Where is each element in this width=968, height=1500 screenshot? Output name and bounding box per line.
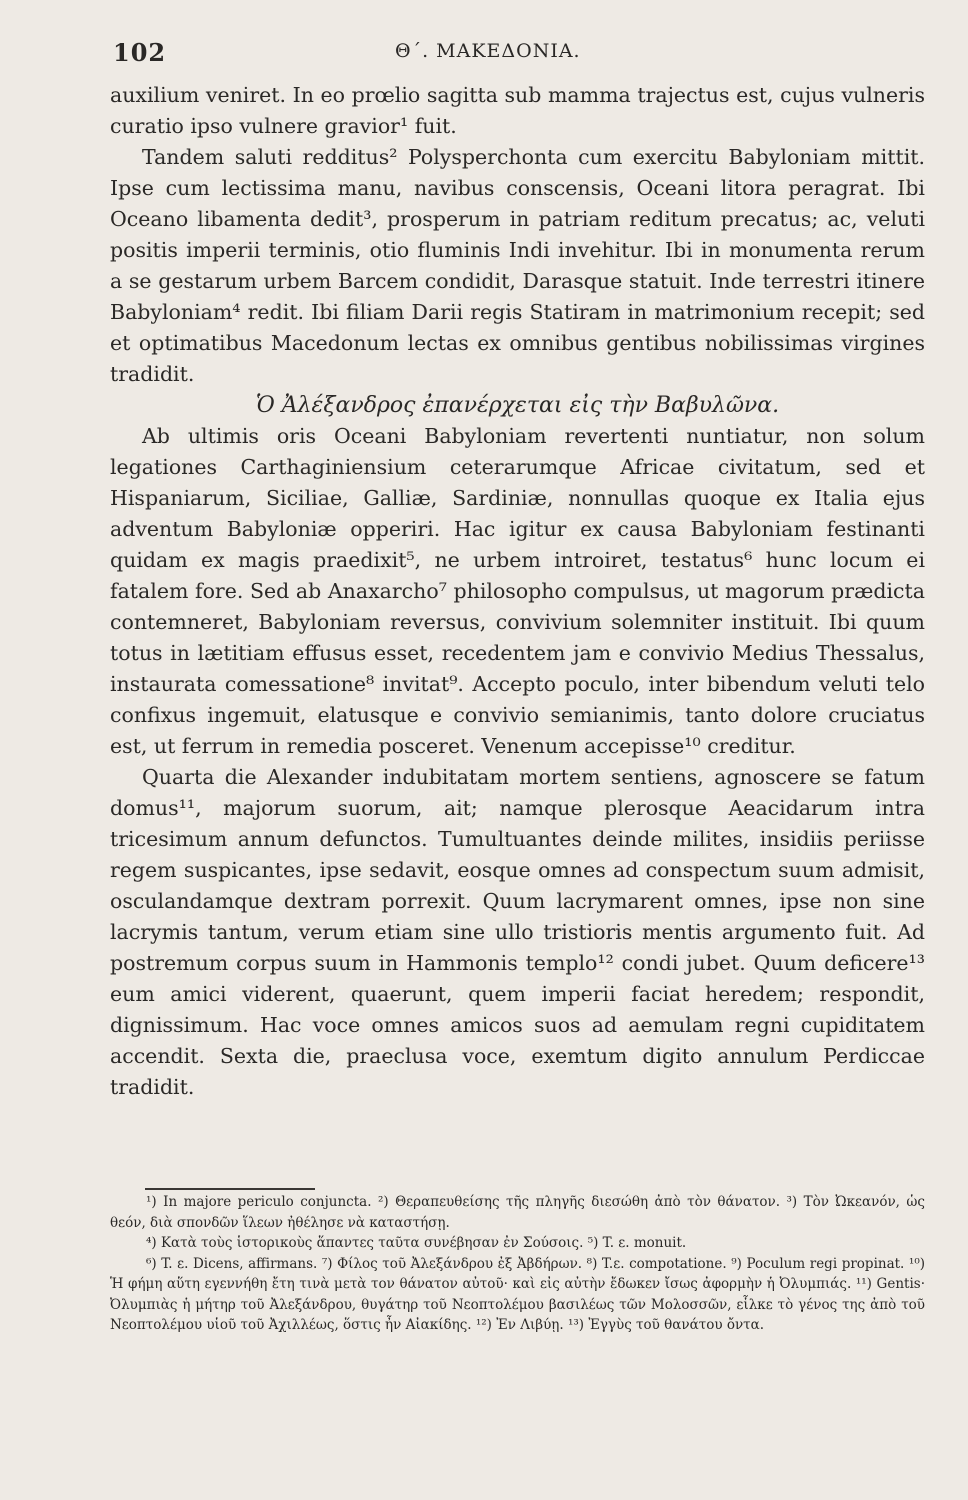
footnote-block-2: ⁴) Κατὰ τοὺς ἱστορικοὺς ἅπαντες ταῦτα συνέβησαν ἐν Σούσοις. ⁵) T. ε. monuit. xyxy=(146,1235,687,1251)
running-head: Θ΄. ΜΑΚΕΔΟΝΙΑ. xyxy=(395,40,581,62)
paragraph-1: auxilium veniret. In eo prœlio sagitta sub mamma trajectus est, cujus vulneris curatio ipso vulnere gravior¹ fuit. xyxy=(110,83,925,138)
paragraph-4 xyxy=(110,762,925,1103)
footnote-divider xyxy=(145,1188,315,1190)
body-text xyxy=(110,80,925,1103)
page-number: 102 xyxy=(113,38,167,67)
paragraph-2: Tandem saluti redditus² Polysperchonta cum exercitu Babyloniam mittit. Ipse cum lectissima manu, navibus conscensis, Oceani litora peragrat. Ibi Oceano libamenta dedit³, prosperum in patriam reditum precatus; ac, veluti positis imperii terminis, otio fluminis Indi invehitur. Ibi in monumenta rerum a se gestarum urbem Barcem condidit, Darasque statuit. Inde terrestri itinere Babyloniam⁴ redit. Ibi filiam Darii regis Statiram in matrimonium recepit; sed et optimatibus Macedonum lectas ex omnibus gentibus nobilissimas virgines tradidit. xyxy=(110,145,925,386)
section-heading: Ὁ Ἀλέξανδρος ἐπανέρχεται εἰς τὴν Βαβυλῶνα. xyxy=(255,393,780,418)
paragraph-3: Ab ultimis oris Oceani Babyloniam revertenti nuntiatur, non solum legationes Carthaginiensium ceterarumque Africae civitatum, sed et Hispaniarum, Siciliae, Galliæ, Sardiniæ, nonnullas quoque ex Italia ejus adventum Babyloniæ opperiri. Hac igitur ex causa Babyloniam festinanti quidam ex magis praedixit⁵, ne urbem introiret, testatus⁶ hunc locum ei fatalem fore. Sed ab Anaxarcho⁷ philosopho compulsus, ut magorum prædicta contemneret, Babyloniam reversus, convivium solemniter instituit. Ibi quum totus in lætitiam effusus esset, recedentem jam e convivio Medius Thessalus, instaurata comessatione⁸ invitat⁹. Accepto poculo, inter bibendum veluti telo confixus ingemuit, elatusque e convivio semianimis, tanto dolore cruciatus est, ut ferrum in remedia posceret. Venenum accepisse¹⁰ creditur. xyxy=(110,424,925,758)
page-header xyxy=(105,38,925,74)
paragraph-4-opening: Quarta die Alexander indubitatam mortem sentiens, agnoscere se fatum domus¹¹, majorum suorum, ait; namque plerosque Aeacidarum intra tricesimum annum defunctos. xyxy=(110,765,925,851)
footnote-block-1: ¹) In majore periculo conjuncta. ²) Θεραπευθείσης τῆς πληγῆς διεσώθη ἀπὸ τὸν θάνατον. ³) Τὸν Ὠκεανόν, ὡς θεόν, διὰ σπονδῶν ἵλεων ἠθέλησε νὰ καταστήσῃ. xyxy=(110,1194,925,1231)
footnote-block-3: ⁶) T. ε. Dicens, affirmans. ⁷) Φίλος τοῦ Ἀλεξάνδρου ἐξ Ἀβδήρων. ⁸) T.ε. compotatione. ⁹) Poculum regi propinat. ¹⁰) Ἡ φήμη αὕτη εγεννήθη ἔτη τινὰ μετὰ τον θάνατον αὐτοῦ· καὶ εἰς αὐτὴν ἔδωκεν ἴσως ἀφορμὴν ἡ Ὀλυμπιάς. ¹¹) Gentis· Ὀλυμπιὰς ἡ μήτηρ τοῦ Ἀλεξάνδρου, θυγάτηρ τοῦ Νεοπτολέμου βασιλέως τῶν Μολοσσῶν, εἷλκε τὸ γένος της ἀπὸ τοῦ Νεοπτολέμου υἱοῦ τοῦ Ἀχιλλέως, ὅστις ἦν Αἰακίδης. ¹²) Ἐν Λιβύῃ. ¹³) Ἐγγὺς τοῦ θανάτου ὄντα. xyxy=(110,1255,925,1333)
footnotes xyxy=(110,1192,925,1336)
paragraph-4-continuation: Tumultuantes deinde milites, insidiis periisse regem suspicantes, ipse sedavit, eosque omnes ad conspectum suum admisit, osculandamque dextram porrexit. Quum lacrymarent omnes, ipse non sine lacrymis tantum, verum etiam sine ullo tristioris mentis argumento fuit. Ad postremum corpus suum in Hammonis templo¹² condi jubet. Quum deficere¹³ eum amici viderent, quaerunt, quem imperii faciat heredem; respondit, dignissimum. Hac voce omnes amicos suos ad aemulam regni cupiditatem accendit. Sexta die, praeclusa voce, exemtum digito annulum Perdiccae tradidit. xyxy=(110,827,925,1099)
